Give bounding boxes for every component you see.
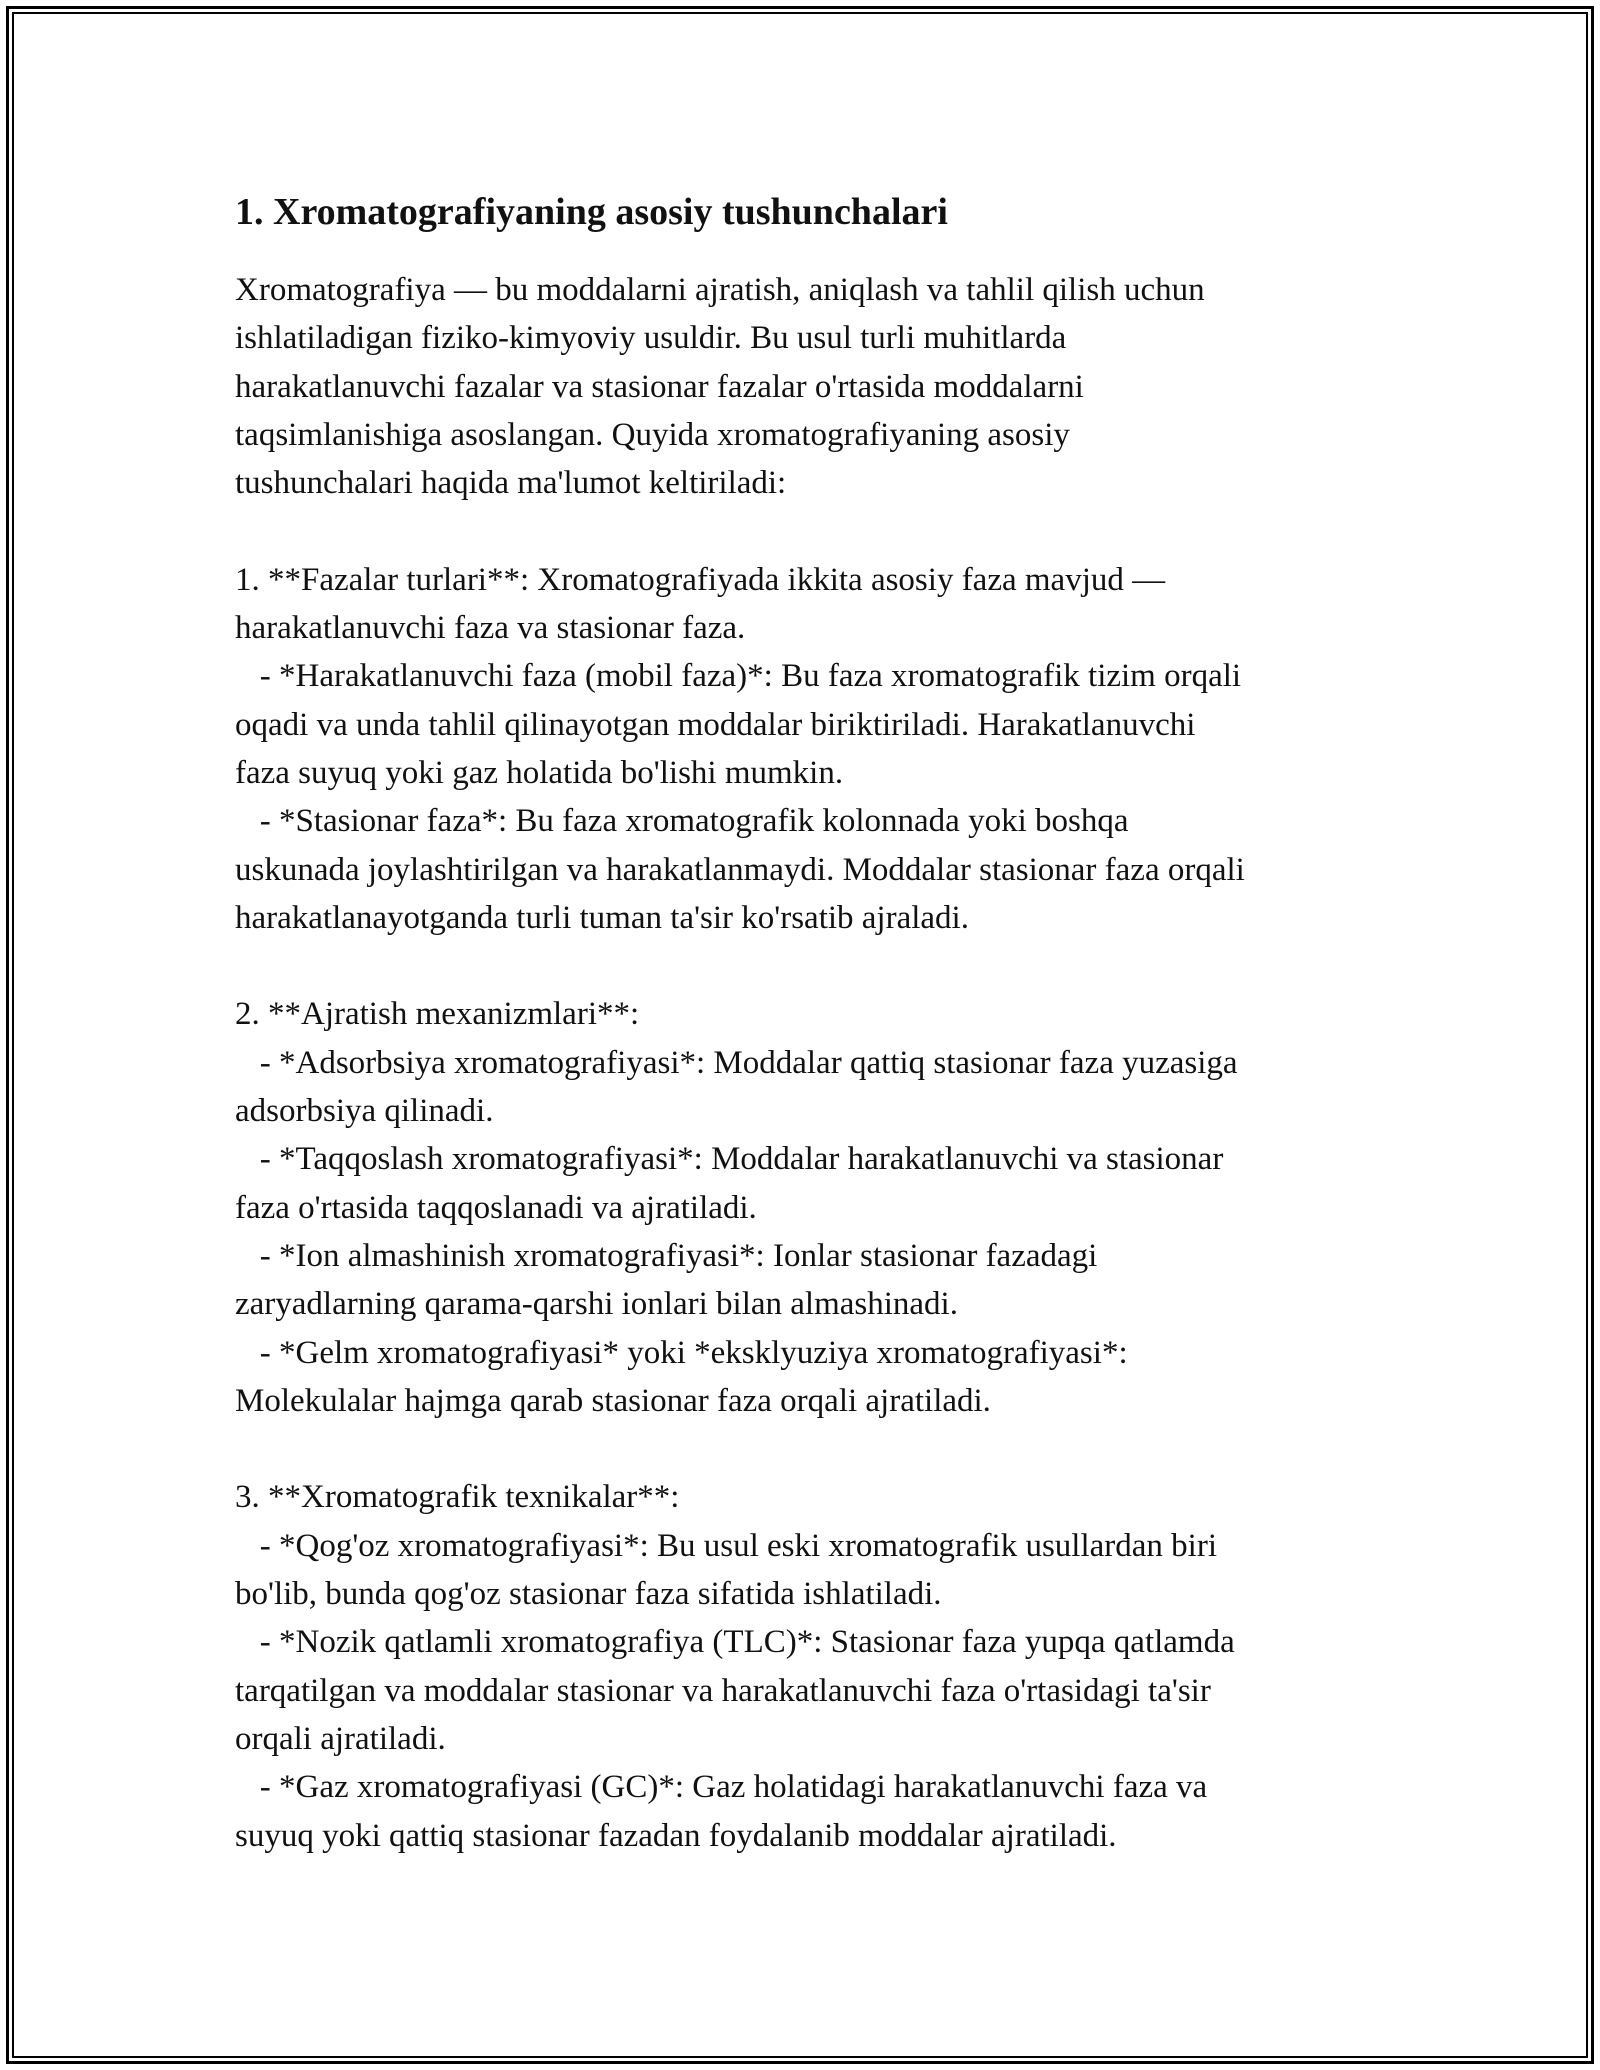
document-content: [235, 186, 1375, 1860]
document-body: Xromatografiya — bu moddalarni ajratish, aniqlash va tahlil qilish uchun ishlatiladigan fiziko-kimyoviy usuldir. Bu usul turli muhitlarda harakatlanuvchi fazalar va stasionar fazalar o'rtasida moddalarni taqsimlanishiga asoslangan. Quyida xromatografiyaning asosiy tushunchalari haqida ma'lumot keltiriladi: 1. **Fazalar turlari**: Xromatografiyada ikkita asosiy faza mavjud — harakatlanuvchi faza va stasionar faza. - *Harakatlanuvchi faza (mobil faza)*: Bu faza xromatografik tizim orqali oqadi va unda tahlil qilinayotgan moddalar biriktiriladi. Harakatlanuvchi faza suyuq yoki gaz holatida bo'lishi mumkin. - *Stasionar faza*: Bu faza xromatografik kolonnada yoki boshqa uskunada joylashtirilgan va harakatlanmaydi. Moddalar stasionar faza orqali harakatlanayotganda turli tuman ta'sir ko'rsatib ajraladi. 2. **Ajratish mexanizmlari**: - *Adsorbsiya xromatografiyasi*: Moddalar qattiq stasionar faza yuzasiga adsorbsiya qilinadi. - *Taqqoslash xromatografiyasi*: Moddalar harakatlanuvchi va stasionar faza o'rtasida taqqoslanadi va ajratiladi. - *Ion almashinish xromatografiyasi*: Ionlar stasionar fazadagi zaryadlarning qarama-qarshi ionlari bilan almashinadi. - *Gelm xromatografiyasi* yoki *eksklyuziya xromatografiyasi*: Molekulalar hajmga qarab stasionar faza orqali ajratiladi. 3. **Xromatografik texnikalar**: - *Qog'oz xromatografiyasi*: Bu usul eski xromatografik usullardan biri bo'lib, bunda qog'oz stasionar faza sifatida ishlatiladi. - *Nozik qatlamli xromatografiya (TLC)*: Stasionar faza yupqa qatlamda tarqatilgan va moddalar stasionar va harakatlanuvchi faza o'rtasidagi ta'sir orqali ajratiladi. - *Gaz xromatografiyasi (GC)*: Gaz holatidagi harakatlanuvchi faza va suyuq yoki qattiq stasionar fazadan foydalanib moddalar ajratiladi.: [235, 272, 1245, 1854]
document-title: 1. Xromatografiyaning asosiy tushunchalari: [235, 191, 948, 233]
